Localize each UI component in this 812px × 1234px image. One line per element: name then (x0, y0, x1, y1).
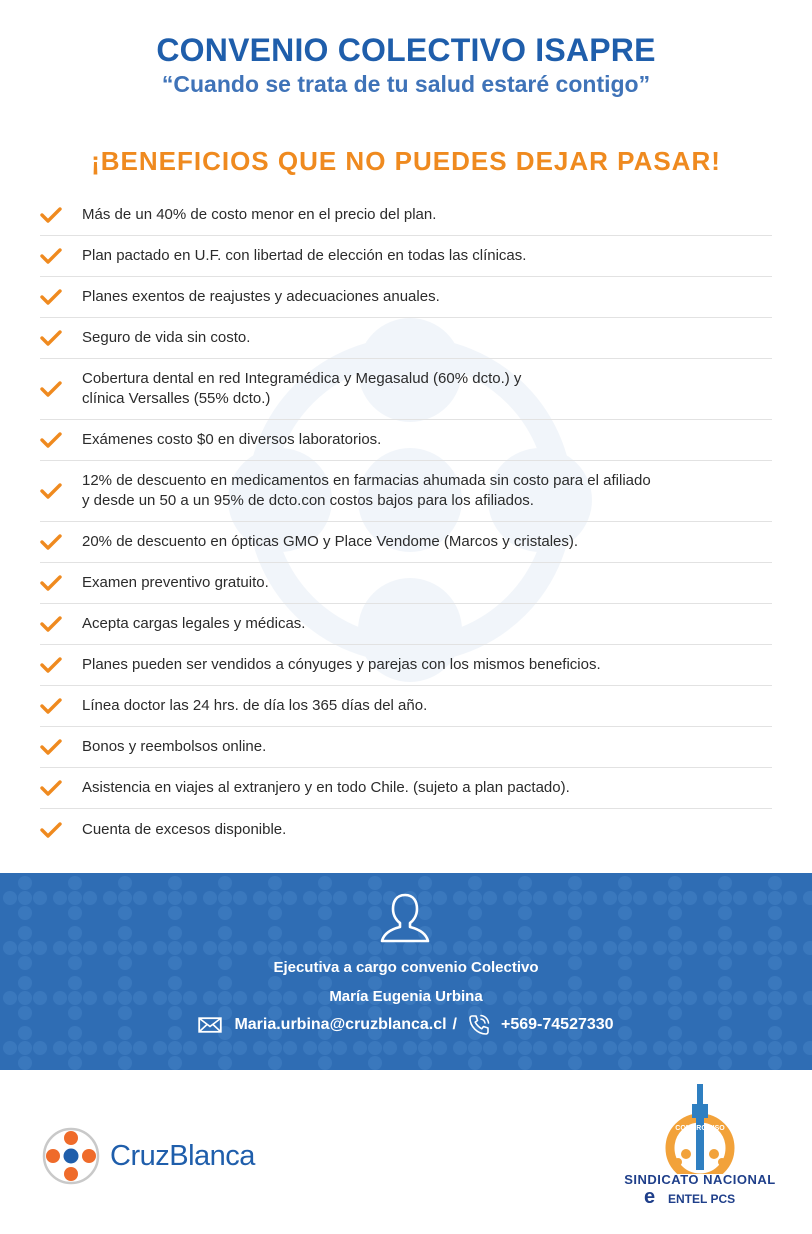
benefit-text: Más de un 40% de costo menor en el precio del plan. (82, 206, 437, 223)
cruzblanca-logo-text: CruzBlanca (110, 1139, 255, 1172)
benefit-text: Línea doctor las 24 hrs. de día los 365 días del año. (82, 697, 428, 714)
sindicato-logo (620, 1082, 780, 1212)
contact-separator: / (452, 1016, 457, 1033)
cruzblanca-logo (40, 1125, 255, 1187)
check-icon (40, 615, 82, 633)
benefit-text: Plan pactado en U.F. con libertad de elección en todas las clínicas. (82, 247, 527, 264)
check-icon (40, 779, 82, 797)
benefit-text: Asistencia en viajes al extranjero y en todo Chile. (sujeto a plan pactado). (82, 779, 570, 796)
list-item (40, 461, 772, 522)
cruzblanca-logo-icon (40, 1125, 102, 1187)
entel-e-icon: e (644, 1186, 656, 1208)
list-item (40, 277, 772, 318)
check-icon (40, 697, 82, 715)
check-icon (40, 821, 82, 839)
list-item (40, 195, 772, 236)
check-icon (40, 431, 82, 449)
person-icon (378, 891, 432, 945)
list-item (40, 727, 772, 768)
benefit-text: Bonos y reembolsos online. (82, 738, 267, 755)
check-icon (40, 533, 82, 551)
check-icon (40, 247, 82, 265)
check-icon (40, 288, 82, 306)
check-icon (40, 380, 82, 398)
list-item (40, 645, 772, 686)
list-item (40, 809, 772, 850)
check-icon (40, 574, 82, 592)
list-item (40, 522, 772, 563)
check-icon (40, 738, 82, 756)
list-item (40, 563, 772, 604)
list-item (40, 686, 772, 727)
contact-phone-link[interactable]: +569-74527330 (501, 1016, 614, 1033)
benefit-text: Exámenes costo $0 en diversos laboratorios. (82, 431, 382, 448)
contact-email-link[interactable]: Maria.urbina@cruzblanca.cl (234, 1016, 447, 1033)
phone-icon (467, 1013, 491, 1037)
benefit-text: Planes pueden ser vendidos a cónyuges y parejas con los mismos beneficios. (82, 656, 601, 673)
benefit-text: 20% de descuento en ópticas GMO y Place Vendome (Marcos y cristales). (82, 533, 579, 550)
check-icon (40, 329, 82, 347)
check-icon (40, 482, 82, 500)
benefit-text: Planes exentos de reajustes y adecuaciones anuales. (82, 288, 440, 305)
contact-role: Ejecutiva a cargo convenio Colectivo (273, 959, 539, 976)
list-item (40, 420, 772, 461)
benefit-text: Examen preventivo gratuito. (82, 574, 269, 591)
header (0, 30, 812, 98)
benefit-text: Acepta cargas legales y médicas. (82, 615, 306, 632)
tower-emblem-icon (620, 1082, 780, 1174)
list-item (40, 236, 772, 277)
contact-name: María Eugenia Urbina (329, 988, 483, 1005)
benefits-heading: ¡BENEFICIOS QUE NO PUEDES DEJAR PASAR! (91, 146, 721, 176)
contact-details (0, 1013, 812, 1037)
benefit-list (40, 195, 772, 850)
check-icon (40, 656, 82, 674)
sindicato-badge: COMPROMISO (675, 1125, 725, 1132)
contact-band (0, 873, 812, 1070)
benefit-text: Cobertura dental en red Integramédica y Megasalud (60% dcto.) y clínica Versalles (55% dcto.) (82, 370, 522, 407)
page-subtitle: “Cuando se trata de tu salud estaré contigo” (161, 71, 651, 97)
benefit-text: Seguro de vida sin costo. (82, 329, 251, 346)
list-item (40, 604, 772, 645)
list-item (40, 359, 772, 420)
benefit-text: Cuenta de excesos disponible. (82, 820, 287, 838)
sindicato-name: SINDICATO NACIONAL (624, 1172, 776, 1187)
list-item (40, 318, 772, 359)
mail-icon (198, 1017, 222, 1033)
page-title: CONVENIO COLECTIVO ISAPRE (156, 32, 656, 68)
benefit-text: 12% de descuento en medicamentos en farmacias ahumada sin costo para el afiliado y desde un 50 a un 95% de dcto.con costos bajos para los afiliados. (82, 472, 651, 509)
list-item (40, 768, 772, 809)
check-icon (40, 206, 82, 224)
sindicato-subname: ENTEL PCS (668, 1192, 736, 1206)
